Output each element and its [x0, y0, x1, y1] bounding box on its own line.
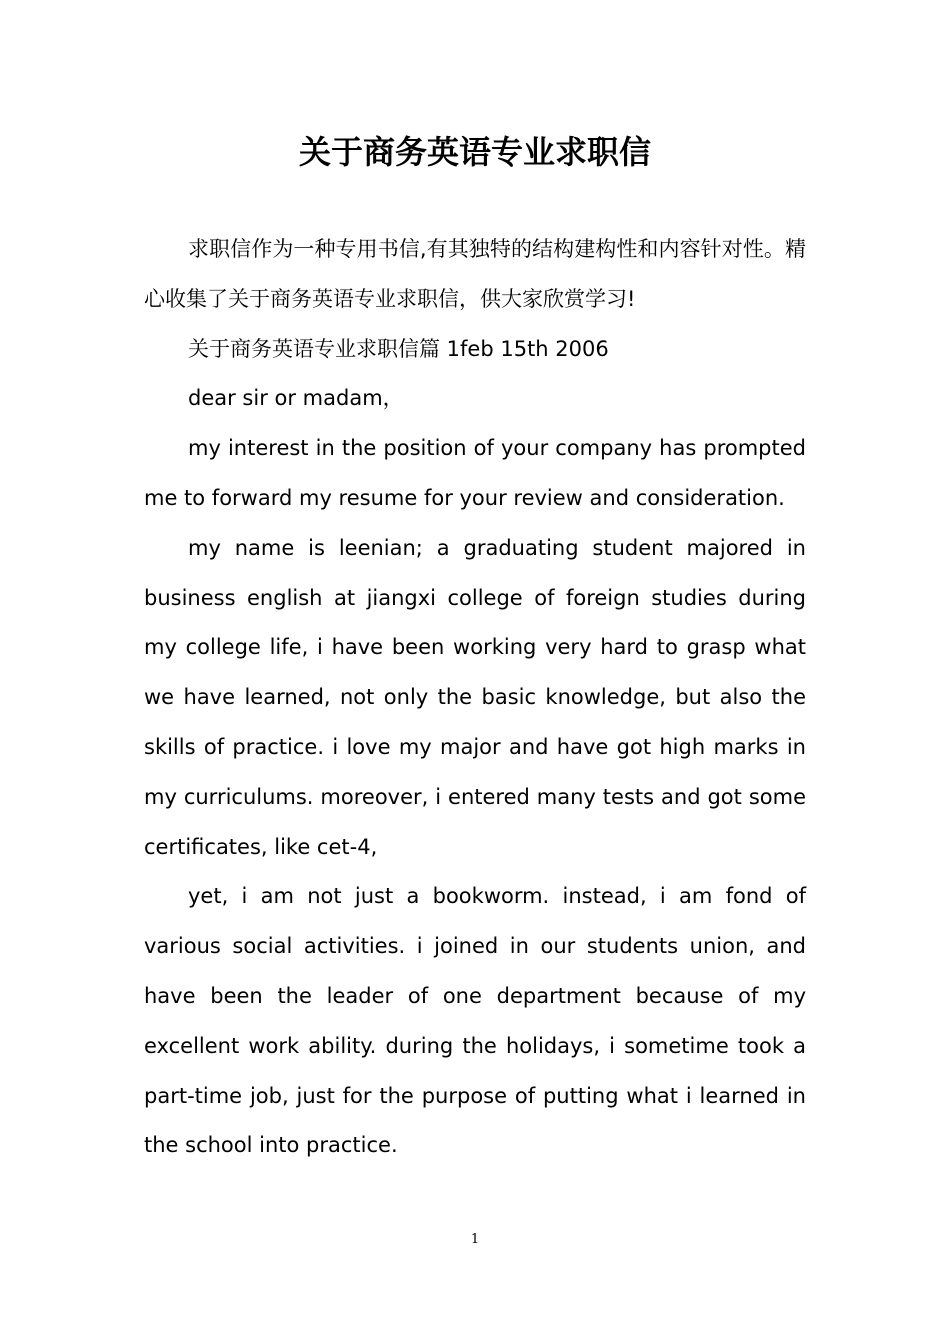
- paragraph-activities: yet, i am not just a bookworm. instead, i am fond of various social activities. i joined in our students union, and have been the leader of one department because of my excellent work ability. during the holidays, i sometime took a part-time job, just for the purpose of putting what i learned in the school into practice.: [144, 884, 806, 1158]
- paragraph-heading-date: 关于商务英语专业求职信篇 1feb 15th 2006: [188, 336, 609, 361]
- page-number: 1: [470, 1232, 480, 1247]
- paragraph-intro: 求职信作为一种专用书信,有其独特的结构建构性和内容针对性。精心收集了关于商务英语专业求职信，供大家欣赏学习!: [144, 237, 806, 311]
- paragraph-education: my name is leenian; a graduating student majored in business english at jiangxi college of foreign studies during my college life, i have been working very hard to grasp what we have learned, not only the basic knowledge, but also the skills of practice. i love my major and have got high marks in my curriculums. moreover, i entered many tests and got some certificates, like cet-4,: [144, 535, 806, 859]
- paragraph-interest: my interest in the position of your company has prompted me to forward my resume for your review and consideration.: [144, 436, 806, 510]
- document-body: [144, 225, 806, 1171]
- document-title: 关于商务英语专业求职信: [298, 133, 651, 171]
- paragraph-salutation: dear sir or madam，: [188, 386, 404, 411]
